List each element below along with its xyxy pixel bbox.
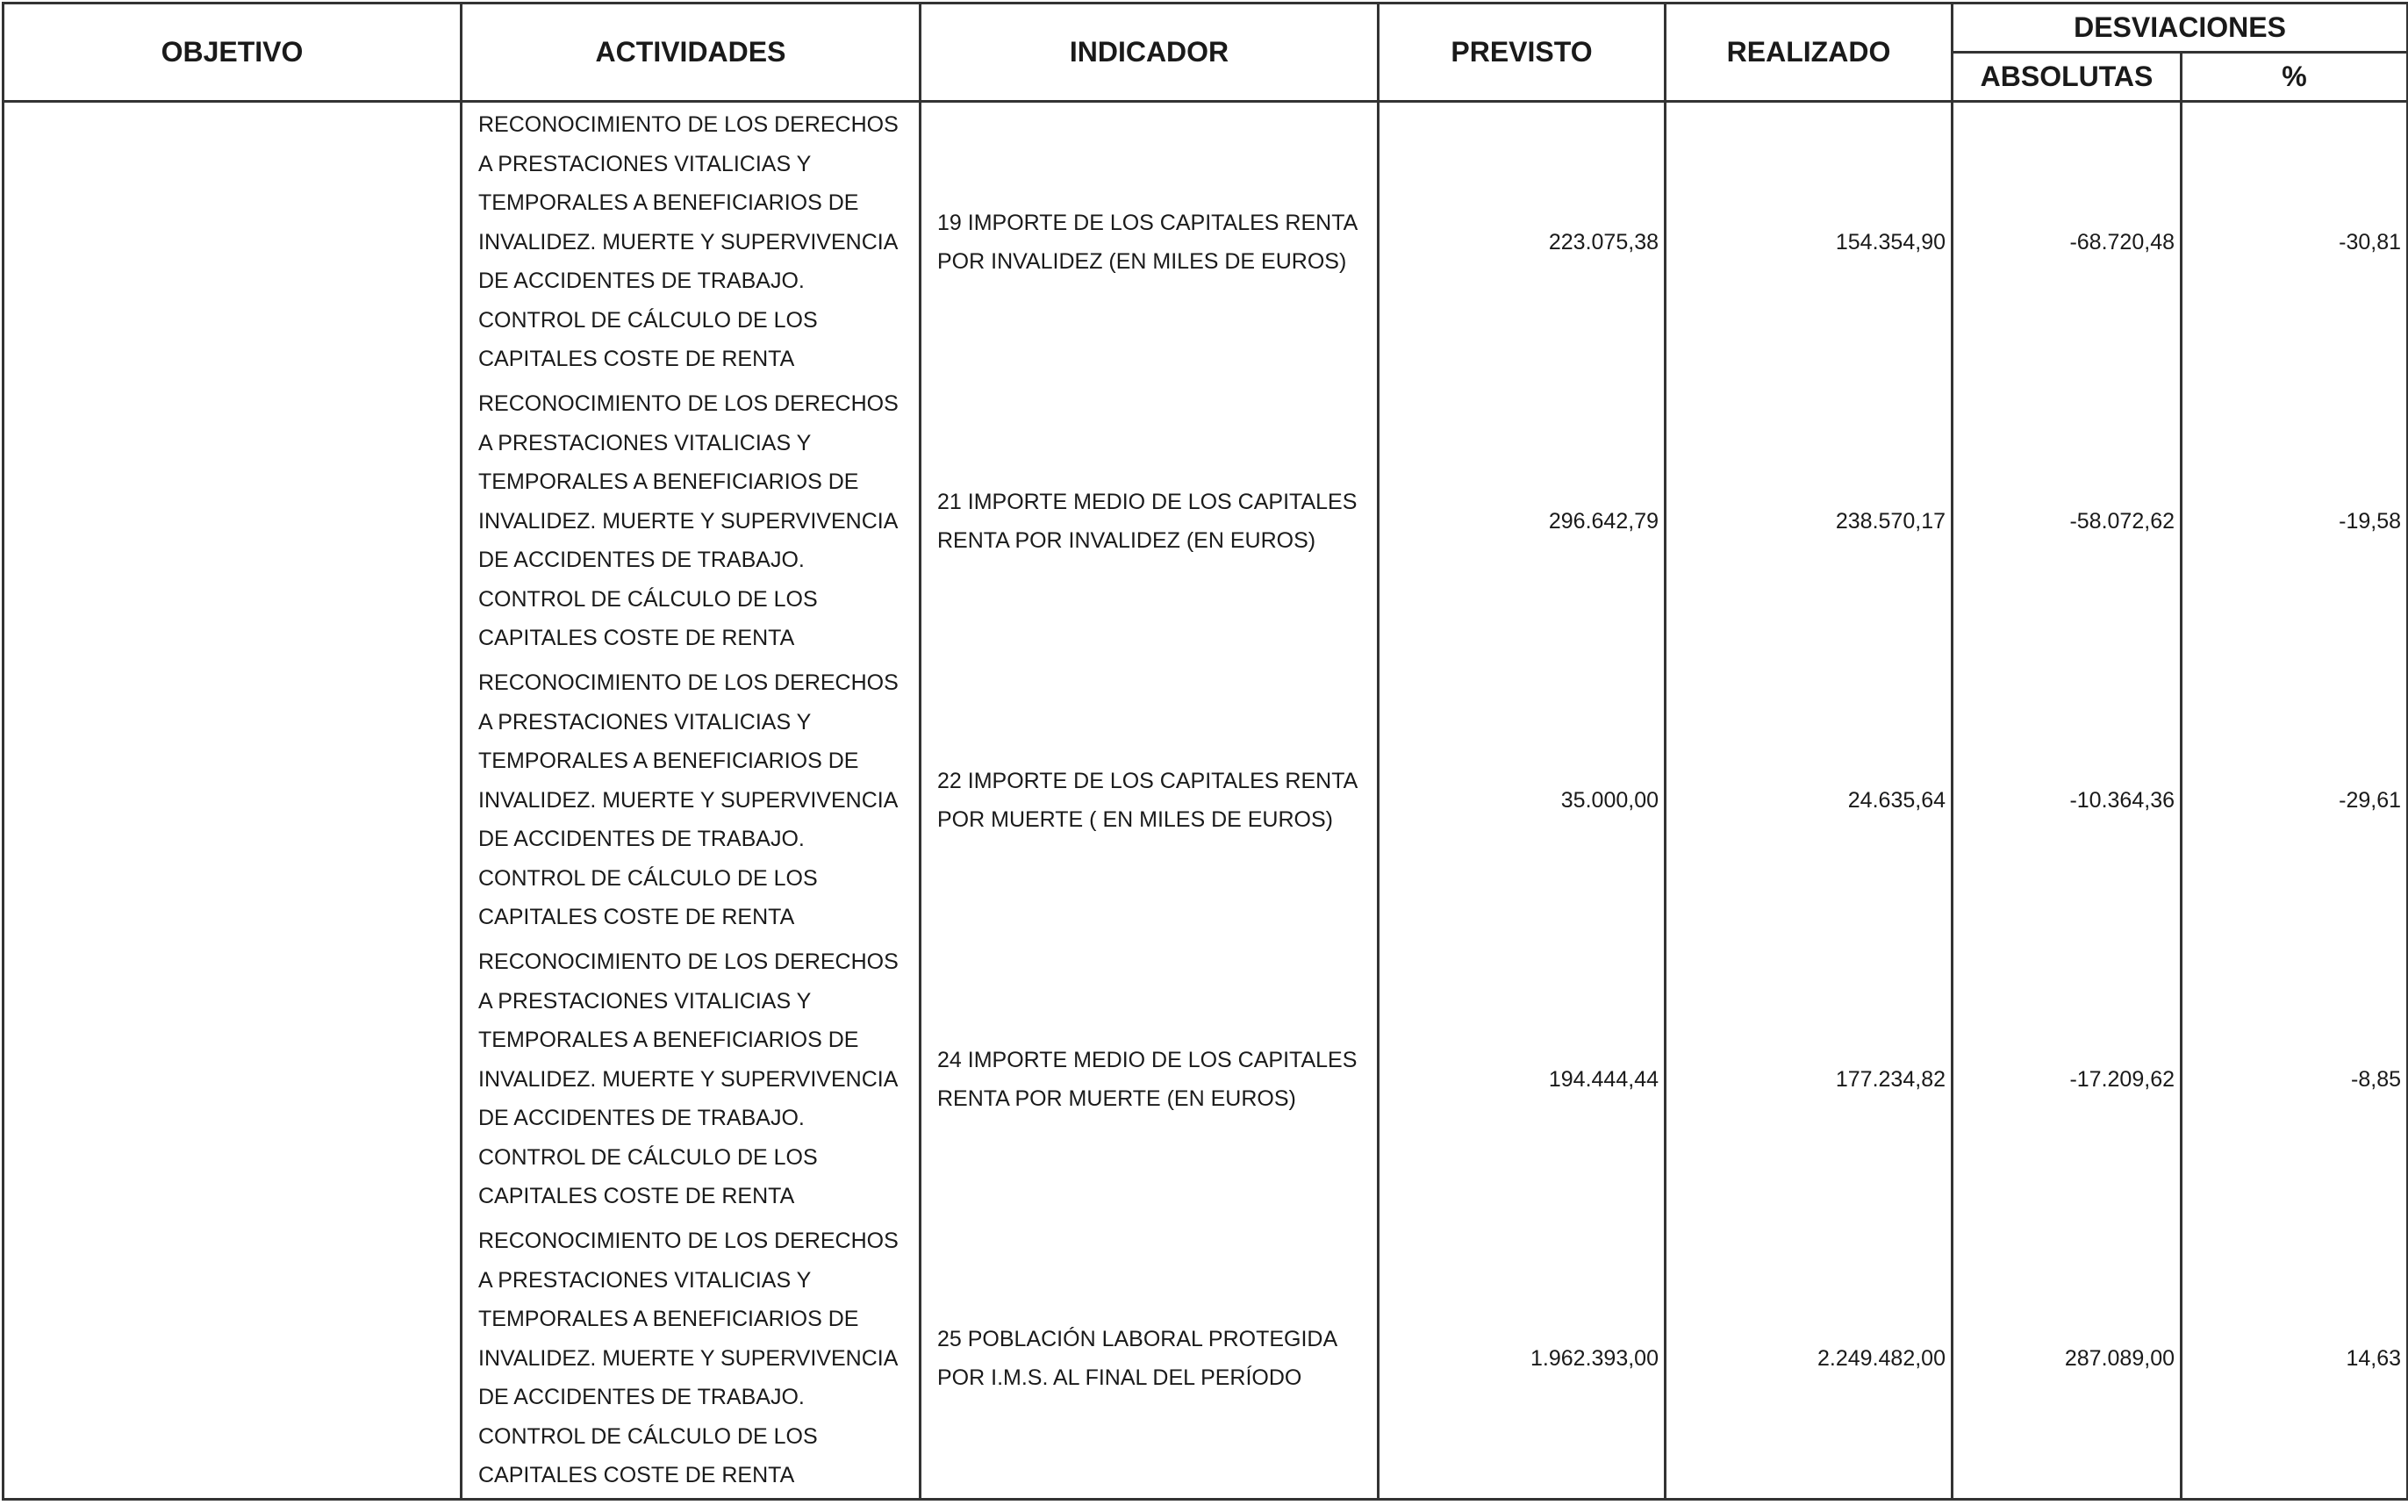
cell-previsto: 194.444,44 [1379, 940, 1666, 1219]
header-desviaciones: DESVIACIONES [1953, 4, 2408, 53]
cell-indicador: 25 POBLACIÓN LABORAL PROTEGIDA POR I.M.S. AL FINAL DEL PERÍODO [921, 1219, 1379, 1500]
cell-porcentaje: 14,63 [2182, 1219, 2408, 1500]
header-absolutas: ABSOLUTAS [1953, 53, 2182, 102]
cell-realizado: 2.249.482,00 [1666, 1219, 1953, 1500]
cell-realizado: 238.570,17 [1666, 382, 1953, 661]
header-previsto: PREVISTO [1379, 4, 1666, 102]
cell-porcentaje: -19,58 [2182, 382, 2408, 661]
cell-absolutas: -58.072,62 [1953, 382, 2182, 661]
cell-realizado: 154.354,90 [1666, 102, 1953, 383]
cell-actividades: RECONOCIMIENTO DE LOS DERECHOS A PRESTACIONES VITALICIAS Y TEMPORALES A BENEFICIARIOS DE INVALIDEZ. MUERTE Y SUPERVIVENCIA DE ACCIDENTES DE TRABAJO. CONTROL DE CÁLCULO DE LOS CAPITALES COSTE DE RENTA [462, 382, 921, 661]
header-porcentaje: % [2182, 53, 2408, 102]
cell-previsto: 1.962.393,00 [1379, 1219, 1666, 1500]
cell-previsto: 35.000,00 [1379, 661, 1666, 940]
header-objetivo: OBJETIVO [4, 4, 462, 102]
cell-realizado: 177.234,82 [1666, 940, 1953, 1219]
table-row [4, 382, 2408, 661]
cell-previsto: 296.642,79 [1379, 382, 1666, 661]
cell-indicador: 24 IMPORTE MEDIO DE LOS CAPITALES RENTA POR MUERTE (EN EUROS) [921, 940, 1379, 1219]
objectives-table [2, 2, 2408, 1501]
cell-porcentaje: -8,85 [2182, 940, 2408, 1219]
cell-absolutas: -68.720,48 [1953, 102, 2182, 383]
table-body [4, 102, 2408, 1500]
table-row [4, 661, 2408, 940]
table-row [4, 102, 2408, 383]
cell-porcentaje: -30,81 [2182, 102, 2408, 383]
table-row [4, 1219, 2408, 1500]
cell-actividades: RECONOCIMIENTO DE LOS DERECHOS A PRESTACIONES VITALICIAS Y TEMPORALES A BENEFICIARIOS DE INVALIDEZ. MUERTE Y SUPERVIVENCIA DE ACCIDENTES DE TRABAJO. CONTROL DE CÁLCULO DE LOS CAPITALES COSTE DE RENTA [462, 1219, 921, 1500]
cell-indicador: 21 IMPORTE MEDIO DE LOS CAPITALES RENTA POR INVALIDEZ (EN EUROS) [921, 382, 1379, 661]
table-header [4, 4, 2408, 102]
cell-absolutas: -17.209,62 [1953, 940, 2182, 1219]
cell-objetivo [4, 102, 462, 383]
cell-objetivo [4, 382, 462, 661]
cell-actividades: RECONOCIMIENTO DE LOS DERECHOS A PRESTACIONES VITALICIAS Y TEMPORALES A BENEFICIARIOS DE INVALIDEZ. MUERTE Y SUPERVIVENCIA DE ACCIDENTES DE TRABAJO. CONTROL DE CÁLCULO DE LOS CAPITALES COSTE DE RENTA [462, 940, 921, 1219]
cell-realizado: 24.635,64 [1666, 661, 1953, 940]
cell-objetivo [4, 940, 462, 1219]
cell-actividades: RECONOCIMIENTO DE LOS DERECHOS A PRESTACIONES VITALICIAS Y TEMPORALES A BENEFICIARIOS DE INVALIDEZ. MUERTE Y SUPERVIVENCIA DE ACCIDENTES DE TRABAJO. CONTROL DE CÁLCULO DE LOS CAPITALES COSTE DE RENTA [462, 661, 921, 940]
cell-actividades: RECONOCIMIENTO DE LOS DERECHOS A PRESTACIONES VITALICIAS Y TEMPORALES A BENEFICIARIOS DE INVALIDEZ. MUERTE Y SUPERVIVENCIA DE ACCIDENTES DE TRABAJO. CONTROL DE CÁLCULO DE LOS CAPITALES COSTE DE RENTA [462, 102, 921, 383]
header-actividades: ACTIVIDADES [462, 4, 921, 102]
cell-absolutas: -10.364,36 [1953, 661, 2182, 940]
cell-objetivo [4, 661, 462, 940]
cell-indicador: 19 IMPORTE DE LOS CAPITALES RENTA POR INVALIDEZ (EN MILES DE EUROS) [921, 102, 1379, 383]
cell-porcentaje: -29,61 [2182, 661, 2408, 940]
header-realizado: REALIZADO [1666, 4, 1953, 102]
cell-indicador: 22 IMPORTE DE LOS CAPITALES RENTA POR MUERTE ( EN MILES DE EUROS) [921, 661, 1379, 940]
cell-absolutas: 287.089,00 [1953, 1219, 2182, 1500]
table-row [4, 940, 2408, 1219]
cell-objetivo [4, 1219, 462, 1500]
cell-previsto: 223.075,38 [1379, 102, 1666, 383]
header-indicador: INDICADOR [921, 4, 1379, 102]
